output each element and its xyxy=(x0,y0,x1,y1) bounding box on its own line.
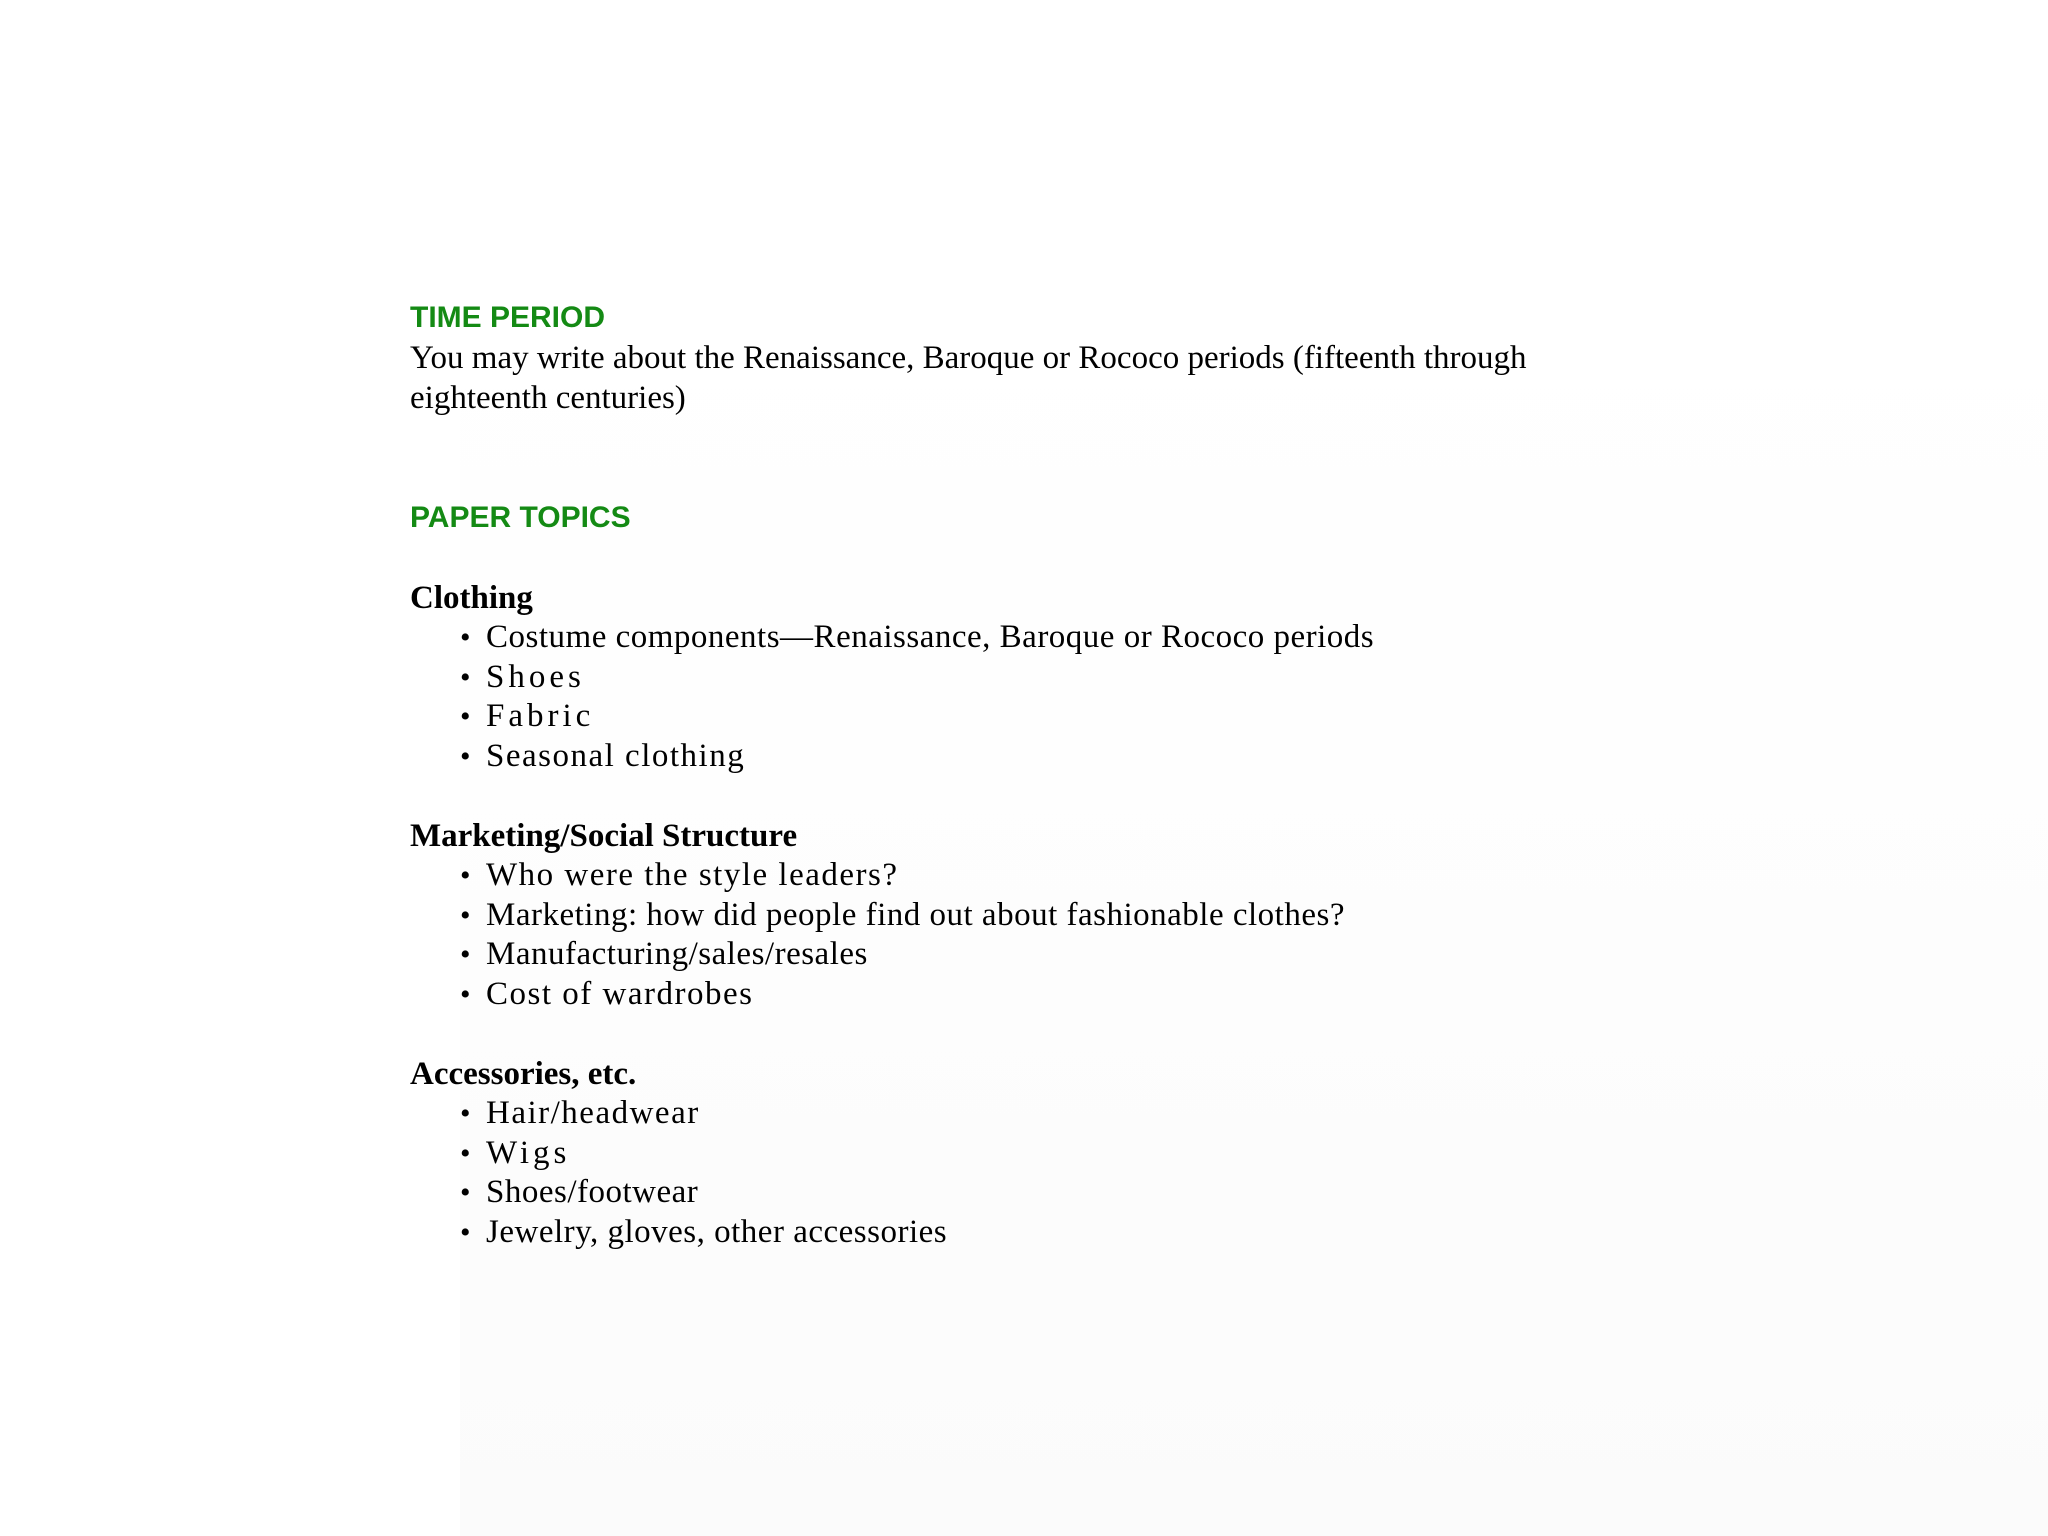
list-item xyxy=(460,935,1650,975)
topic-list xyxy=(410,1094,1650,1252)
time-period-heading: TIME PERIOD xyxy=(410,301,606,334)
list-item-text: Fabric xyxy=(486,698,595,734)
list-item xyxy=(460,697,1650,737)
bullet-icon: • xyxy=(460,660,471,694)
list-item xyxy=(460,658,1650,698)
bullet-icon: • xyxy=(460,621,471,654)
bullet-icon: • xyxy=(460,938,471,971)
list-item-text: Cost of wardrobes xyxy=(486,975,754,1012)
time-period-text: You may write about the Renaissance, Baroque or Rococo periods (fifteenth through eighteenth centuries) xyxy=(410,340,1527,416)
topic-group-title: Clothing xyxy=(410,580,533,616)
list-item xyxy=(460,1094,1650,1134)
bullet-icon: • xyxy=(460,739,471,773)
bullet-icon: • xyxy=(460,700,471,733)
bullet-icon: • xyxy=(460,859,471,892)
list-item xyxy=(460,737,1650,777)
list-item-text: Shoes xyxy=(486,658,585,695)
paper-topics-heading: PAPER TOPICS xyxy=(410,501,631,534)
list-item xyxy=(460,856,1650,896)
list-item-text: Wigs xyxy=(486,1134,571,1171)
list-item xyxy=(460,1134,1650,1174)
spacer xyxy=(410,776,1650,816)
list-item-text: Jewelry, gloves, other accessories xyxy=(486,1213,948,1250)
list-item xyxy=(460,975,1650,1015)
bullet-icon: • xyxy=(460,898,471,932)
bullet-icon: • xyxy=(460,1097,471,1130)
list-item xyxy=(460,896,1650,936)
topic-group-accessories xyxy=(410,1054,1650,1252)
document-body xyxy=(410,298,1650,1252)
list-item-text: Costume components—Renaissance, Baroque or Rococo periods xyxy=(486,619,1375,655)
list-item-text: Who were the style leaders? xyxy=(486,857,899,893)
list-item-text: Marketing: how did people find out about fashionable clothes? xyxy=(486,896,1345,933)
list-item xyxy=(460,1173,1650,1213)
bullet-icon: • xyxy=(460,1176,471,1209)
list-item xyxy=(460,618,1650,658)
list-item-text: Shoes/footwear xyxy=(486,1174,699,1210)
topic-group-marketing xyxy=(410,816,1650,1014)
spacer xyxy=(410,1014,1650,1054)
bullet-icon: • xyxy=(460,1215,471,1249)
spacer xyxy=(410,538,1650,578)
topic-list xyxy=(410,618,1650,776)
list-item-text: Seasonal clothing xyxy=(486,737,746,774)
topic-group-clothing xyxy=(410,578,1650,776)
list-item xyxy=(460,1213,1650,1253)
list-item-text: Manufacturing/sales/resales xyxy=(486,936,868,972)
topic-group-title: Marketing/Social Structure xyxy=(410,818,798,854)
topic-group-title: Accessories, etc. xyxy=(410,1056,637,1092)
topic-list xyxy=(410,856,1650,1014)
spacer xyxy=(410,418,1650,498)
bullet-icon: • xyxy=(460,1136,471,1170)
bullet-icon: • xyxy=(460,977,471,1011)
list-item-text: Hair/headwear xyxy=(486,1095,700,1131)
